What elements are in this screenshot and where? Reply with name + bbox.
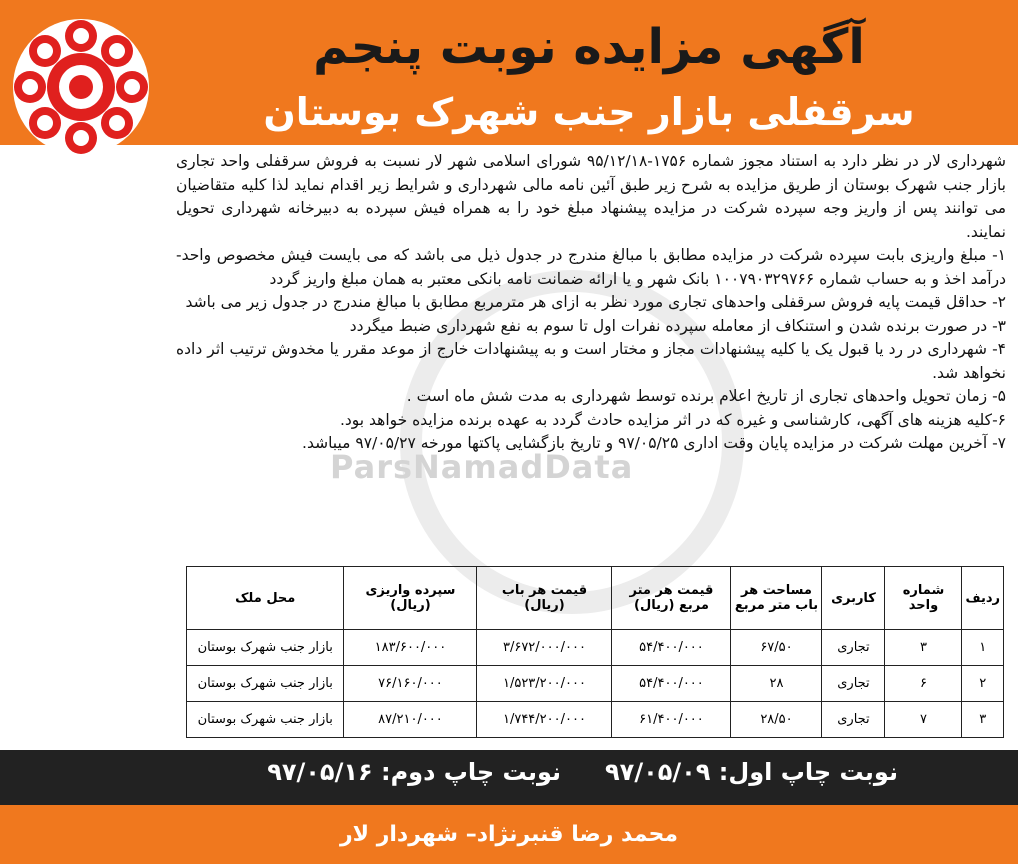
cell-price-per-unit: ۱/۷۴۴/۲۰۰/۰۰۰	[477, 702, 612, 738]
cell-usage: تجاری	[822, 666, 885, 702]
cell-location: بازار جنب شهرک بوستان	[187, 630, 344, 666]
condition-item: ۴- شهرداری در رد یا قبول یک یا کلیه پیشنهادات مجاز و مختار است و به پیشنهادات خارج از موعد مقرر یا مخدوش ترتیب اثر داده نخواهد شد.	[176, 340, 1006, 382]
print-dates	[250, 758, 898, 786]
cell-area: ۶۷/۵۰	[731, 630, 822, 666]
cell-deposit: ۱۸۳/۶۰۰/۰۰۰	[344, 630, 477, 666]
page-title: آگهی مزایده نوبت پنجم	[313, 19, 865, 75]
cell-area: ۲۸/۵۰	[731, 702, 822, 738]
watermark-text: ParsNamadData	[330, 448, 634, 486]
cell-row-number: ۱	[962, 630, 1004, 666]
cell-price-per-unit: ۳/۶۷۲/۰۰۰/۰۰۰	[477, 630, 612, 666]
cell-price-per-sqm: ۵۴/۴۰۰/۰۰۰	[612, 630, 731, 666]
cell-unit-number: ۶	[885, 666, 962, 702]
page-subtitle: سرقفلی بازار جنب شهرک بوستان	[263, 90, 915, 134]
table-row	[187, 702, 1004, 738]
cell-area: ۲۸	[731, 666, 822, 702]
condition-item: ۵- زمان تحویل واحدهای تجاری از تاریخ اعلام برنده توسط شهرداری به مدت شش ماه است .	[406, 387, 1006, 405]
announcement-body	[176, 150, 1006, 456]
cell-location: بازار جنب شهرک بوستان	[187, 666, 344, 702]
table-row	[187, 666, 1004, 702]
mayor-signature: محمد رضا قنبرنژاد– شهردار لار	[340, 822, 678, 847]
table-row	[187, 630, 1004, 666]
first-print-date: نوبت چاپ اول: ۹۷/۰۵/۰۹	[605, 758, 898, 786]
cell-location: بازار جنب شهرک بوستان	[187, 702, 344, 738]
cell-deposit: ۷۶/۱۶۰/۰۰۰	[344, 666, 477, 702]
col-deposit: سپرده واریزی (ریال)	[344, 567, 477, 630]
cell-row-number: ۳	[962, 702, 1004, 738]
cell-unit-number: ۳	[885, 630, 962, 666]
col-unit-number: شماره واحد	[885, 567, 962, 630]
col-location: محل ملک	[187, 567, 344, 630]
table-header-row	[187, 567, 1004, 630]
col-row-number: ردیف	[962, 567, 1004, 630]
second-print-date: نوبت چاپ دوم: ۹۷/۰۵/۱۶	[267, 758, 562, 786]
cell-price-per-sqm: ۵۴/۴۰۰/۰۰۰	[612, 666, 731, 702]
col-price-per-unit: قیمت هر باب (ریال)	[477, 567, 612, 630]
cell-row-number: ۲	[962, 666, 1004, 702]
condition-item: ۱- مبلغ واریزی بابت سپرده شرکت در مزایده مطابق با مبالغ مندرج در جدول ذیل می باشد که می بایست فیش مخصوص واحد-درآمد اخذ و به حساب شماره ۱۰۰۷۹۰۳۲۹۷۶۶ بانک شهر و یا ارائه ضمانت نامه بانکی معتبر به همان مبلغ واریز گردد	[176, 246, 1006, 288]
cell-price-per-sqm: ۶۱/۴۰۰/۰۰۰	[612, 702, 731, 738]
cell-usage: تجاری	[822, 702, 885, 738]
condition-item: ۷- آخرین مهلت شرکت در مزایده پایان وقت اداری ۹۷/۰۵/۲۵ و تاریخ بازگشایی پاکتها مورخه ۹۷/۰۵/۲۷ میباشد.	[302, 434, 1006, 452]
col-usage: کاربری	[822, 567, 885, 630]
col-price-per-sqm: قیمت هر متر مربع (ریال)	[612, 567, 731, 630]
intro-paragraph: شهرداری لار در نظر دارد به استناد مجوز شماره ۱۷۵۶-۹۵/۱۲/۱۸ شورای اسلامی شهر لار نسبت به فروش سرقفلی واحد تجاری بازار جنب شهرک بوستان از طریق مزایده به شرح زیر طبق آئین نامه مالی شهرداری و شرایط زیر اقدام نماید لذا کلیه متقاضیان می توانند پس از واریز وجه سپرده شرکت در مزایده پیشنهاد مبلغ خود را به همراه فیش سپرده به دبیرخانه شهرداری تحویل نمایند.	[176, 152, 1007, 241]
cell-usage: تجاری	[822, 630, 885, 666]
condition-item: ۳- در صورت برنده شدن و استنکاف از معامله سپرده نفرات اول تا سوم به نفع شهرداری ضبط میگردد	[349, 316, 1006, 335]
col-area: مساحت هر باب متر مربع	[731, 567, 822, 630]
municipality-logo-icon	[6, 12, 156, 162]
condition-item: ۶-کلیه هزینه های آگهی، کارشناسی و غیره که در اثر مزایده حادث گردد به عهده برنده مزایده خواهد بود.	[339, 410, 1006, 429]
cell-price-per-unit: ۱/۵۲۳/۲۰۰/۰۰۰	[477, 666, 612, 702]
condition-item: ۲- حداقل قیمت پایه فروش سرقفلی واحدهای تجاری مورد نظر به ازای هر مترمربع مطابق با مبالغ مندرج در جدول زیر می باشد	[185, 293, 1006, 311]
auction-units-table	[186, 566, 1004, 738]
cell-unit-number: ۷	[885, 702, 962, 738]
cell-deposit: ۸۷/۲۱۰/۰۰۰	[344, 702, 477, 738]
